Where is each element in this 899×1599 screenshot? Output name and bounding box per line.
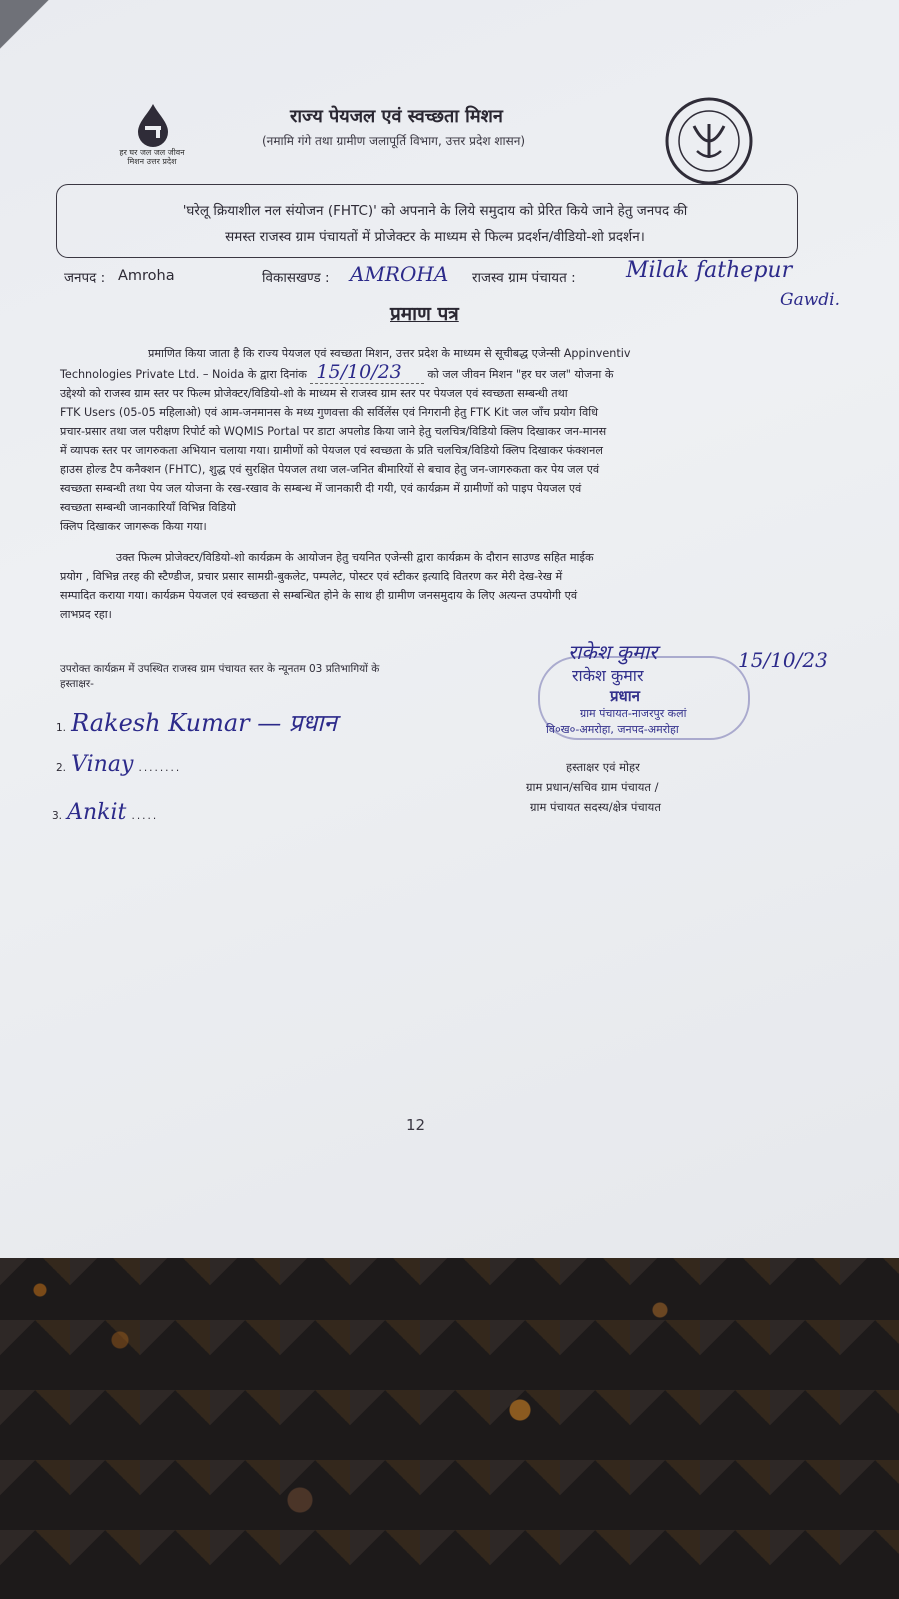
body-line: सम्पादित कराया गया। कार्यक्रम पेयजल एवं स्वच्छता से सम्बन्धित होने के साथ ही ग्रामीण जनसमुदाय के लिए अत्यन्त उपयोगी एवं [60,589,578,602]
stamp-role: प्रधान [610,687,640,705]
certificate-title: प्रमाण पत्र [390,303,459,325]
participants-intro-line: उपरोक्त कार्यक्रम में उपस्थित राजस्व ग्राम पंचायत स्तर के न्यूनतम 03 प्रतिभागियों के [60,663,380,675]
block-value: AMROHA [350,262,449,286]
signature-label: हस्ताक्षर एवं मोहर [566,760,640,774]
signatory-roles-line-2: ग्राम पंचायत सदस्य/क्षेत्र पंचायत [530,800,661,814]
body-line: लाभप्रद रहा। [60,608,112,621]
stamp-panchayat: ग्राम पंचायत-नाजरपुर कलां [580,707,687,720]
participant-row [56,706,337,739]
participant-number: 2. [56,762,67,774]
stamp-name: राकेश कुमार [572,666,644,685]
page-number: 12 [406,1116,426,1134]
paper-corner-shadow [0,0,60,60]
participant-signature: Ankit [67,800,127,825]
body-line-part: को जल जीवन मिशन "हर घर जल" योजना के [427,368,614,381]
signature-dots: ........ [138,762,182,774]
mission-title: राज्य पेयजल एवं स्वच्छता मिशन [290,106,503,127]
panchayat-value-2: Gawdi. [780,290,840,310]
mission-subtitle: (नमामि गंगे तथा ग्रामीण जलापूर्ति विभाग, उत्तर प्रदेश शासन) [262,134,526,148]
participant-signature: Vinay [71,752,134,777]
pradhan-signature: राकेश कुमार [568,640,658,664]
body-line-part: Technologies Private Ltd. – Noida के द्वारा दिनांक [60,368,307,381]
body-line: उक्त फिल्म प्रोजेक्टर/विडियो-शो कार्यक्रम के आयोजन हेतु चयनित एजेन्सी द्वारा कार्यक्रम के दौरान साउण्ड सहित माईक [116,551,594,564]
signature-date: 15/10/23 [738,648,828,672]
district-value: Amroha [118,268,175,284]
participant-number: 1. [56,722,67,734]
panchayat-label: राजस्व ग्राम पंचायत : [472,270,576,286]
up-government-emblem-icon [664,96,754,186]
body-line: उद्देश्यो को राजस्व ग्राम स्तर पर फिल्म प्रोजेक्टर/विडियो-शो के माध्यम से राजस्व ग्राम स्तर पर पेयजल एवं स्वच्छता सम्बन्धी तथा [60,387,568,400]
block-label: विकासखण्ड : [262,270,330,286]
paragraph-gap [60,536,838,548]
body-line: स्वच्छता सम्बन्धी जानकारियाँ विभिन्न विडियो [60,501,236,514]
body-line: प्रयोग , विभिन्न तरह की स्टैण्डीज, प्रचार प्रसार सामग्री-बुकलेट, पम्पलेट, पोस्टर एवं स्टीकर इत्यादि वितरण कर मेरी देख-रेख में [60,570,563,583]
participants-intro [60,662,480,692]
body-line [60,363,838,384]
body-line: स्वच्छता सम्बन्धी तथा पेय जल योजना के रख-रखाव के सम्बन्ध में जानकारी दी गयी, एवं कार्यक्रम में ग्रामीणों को पाइप पेयजल एवं [60,482,582,495]
signature-dots: ..... [131,810,159,822]
district-label: जनपद : [64,270,106,286]
participant-row [52,800,158,825]
participants-intro-line: हस्ताक्षर- [60,678,94,690]
body-line: हाउस होल्ड टैप कनैक्शन (FHTC), शुद्ध एवं सुरक्षित पेयजल तथा जल-जनित बीमारियों से बचाव हेतु जन-जागरुकता कर पेय जल एवं [60,463,600,476]
body-line: प्रचार-प्रसार तथा जल परीक्षण रिपोर्ट को WQMIS Portal पर डाटा अपलोड किया जाने हेतु चलचित्र/विडियो क्लिप दिखाकर जन-मानस [60,425,607,438]
certificate-body [60,344,838,624]
logo-left-caption: हर घर जल जल जीवन मिशन उत्तर प्रदेश [119,148,185,166]
subject-line-1: 'घरेलू क्रियाशील नल संयोजन (FHTC)' को अपनाने के लिये समुदाय को प्रेरित किये जाने हेतु जनपद की [182,203,688,219]
participant-row [56,752,181,777]
har-ghar-jal-logo-icon [108,100,198,180]
participant-signature: Rakesh Kumar — प्रधान [71,709,337,737]
body-line: में व्यापक स्तर पर जागरुकता अभियान चलाया गया। ग्रामीणों को पेयजल एवं स्वच्छता के प्रति चलचित्र/विडियो क्लिप दिखाकर फंक्शनल [60,444,603,457]
program-date: 15/10/23 [310,361,423,384]
body-line: क्लिप दिखाकर जागरूक किया गया। [60,520,207,533]
body-line: FTK Users (05-05 महिलाओ) एवं आम-जनमानस के मध्य गुणवत्ता की सर्विलेंस एवं निगरानी हेतु FTK Kit जल जाँच प्रयोग विधि [60,406,599,419]
fabric-pattern [0,1250,899,1599]
body-line: प्रमाणित किया जाता है कि राज्य पेयजल एवं स्वच्छता मिशन, उत्तर प्रदेश के माध्यम से सूचीबद्ध एजेन्सी Appinventiv [148,347,631,360]
panchayat-value-1: Milak fathepur [626,258,793,283]
subject-text [72,198,798,250]
subject-line-2: समस्त राजस्व ग्राम पंचायतों में प्रोजेक्टर के माध्यम से फिल्म प्रदर्शन/वीडियो-शो प्रदर्शन। [225,229,645,245]
participant-number: 3. [52,810,63,822]
signatory-roles-line-1: ग्राम प्रधान/सचिव ग्राम पंचायत / [526,780,659,794]
stamp-block-district: वि०ख०-अमरोहा, जनपद-अमरोहा [546,723,679,736]
